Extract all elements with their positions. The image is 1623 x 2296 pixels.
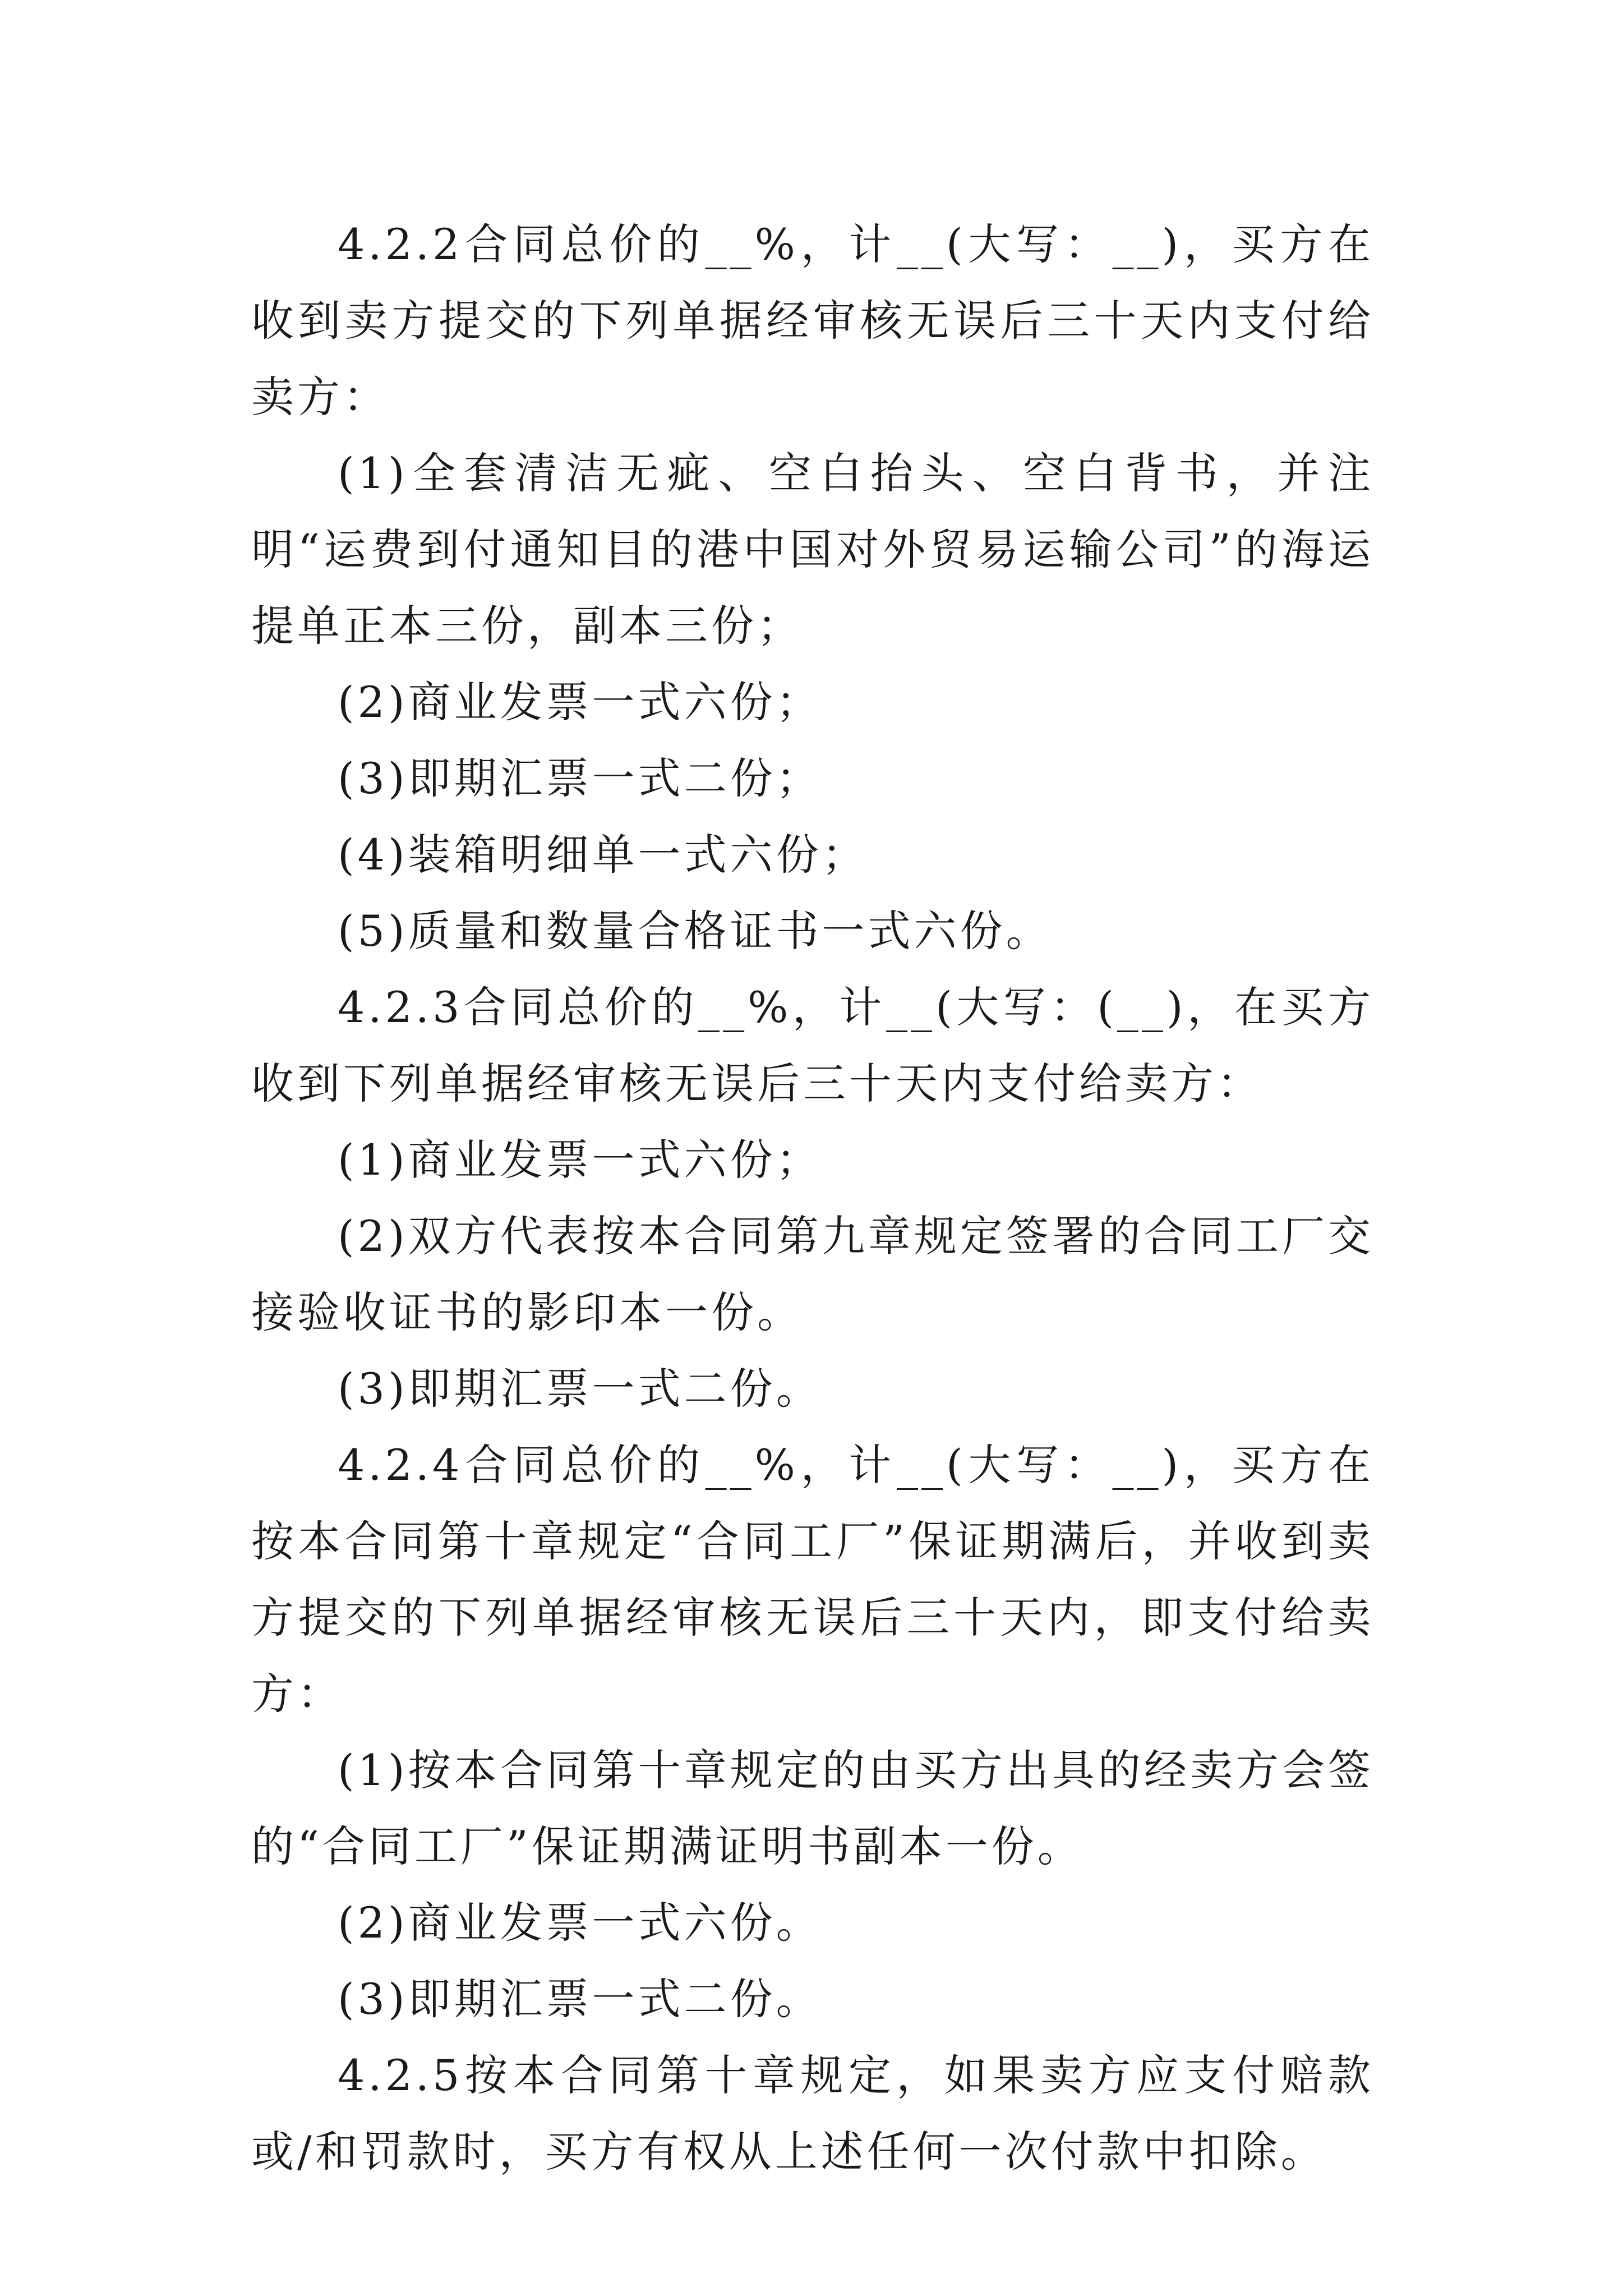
clause-4-2-4: 4.2.4合同总价的__%，计__(大写：__)，买方在按本合同第十章规定“合同工厂”保证期满后，并收到卖方提交的下列单据经审核无误后三十天内，即支付给卖方： xyxy=(251,1440,1374,1719)
clause-4-2-3-item-1: (1)商业发票一式六份； xyxy=(338,1135,822,1185)
clause-4-2-2-item-1: (1)全套清洁无疵、空白抬头、空白背书，并注明“运费到付通知目的港中国对外贸易运输公司”的海运提单正本三份，副本三份； xyxy=(251,448,1374,651)
clause-4-2-4-item-2: (2)商业发票一式六份。 xyxy=(338,1898,822,1948)
clause-4-2-2-item-4: (4)装箱明细单一式六份； xyxy=(338,830,868,880)
document-body xyxy=(251,206,1374,2190)
clause-4-2-2-item-5: (5)质量和数量合格证书一式六份。 xyxy=(338,906,1052,956)
clause-4-2-5: 4.2.5按本合同第十章规定，如果卖方应支付赔款或/和罚款时，买方有权从上述任何一次付款中扣除。 xyxy=(251,2050,1374,2177)
clause-4-2-2-item-3: (3)即期汇票一式二份； xyxy=(338,753,822,803)
clause-4-2-3-item-2: (2)双方代表按本合同第九章规定签署的合同工厂交接验收证书的影印本一份。 xyxy=(251,1211,1374,1337)
clause-4-2-2: 4.2.2合同总价的__%，计__(大写：__)，买方在收到卖方提交的下列单据经审核无误后三十天内支付给卖方： xyxy=(251,219,1374,422)
clause-4-2-4-item-3: (3)即期汇票一式二份。 xyxy=(338,1974,822,2024)
clause-4-2-3: 4.2.3合同总价的__%，计__(大写：(__)，在买方收到下列单据经审核无误后三十天内支付给卖方： xyxy=(251,982,1374,1108)
clause-4-2-2-item-2: (2)商业发票一式六份； xyxy=(338,677,822,727)
clause-4-2-3-item-3: (3)即期汇票一式二份。 xyxy=(338,1364,822,1414)
clause-4-2-4-item-1: (1)按本合同第十章规定的由买方出具的经卖方会签的“合同工厂”保证期满证明书副本一份。 xyxy=(251,1745,1374,1871)
